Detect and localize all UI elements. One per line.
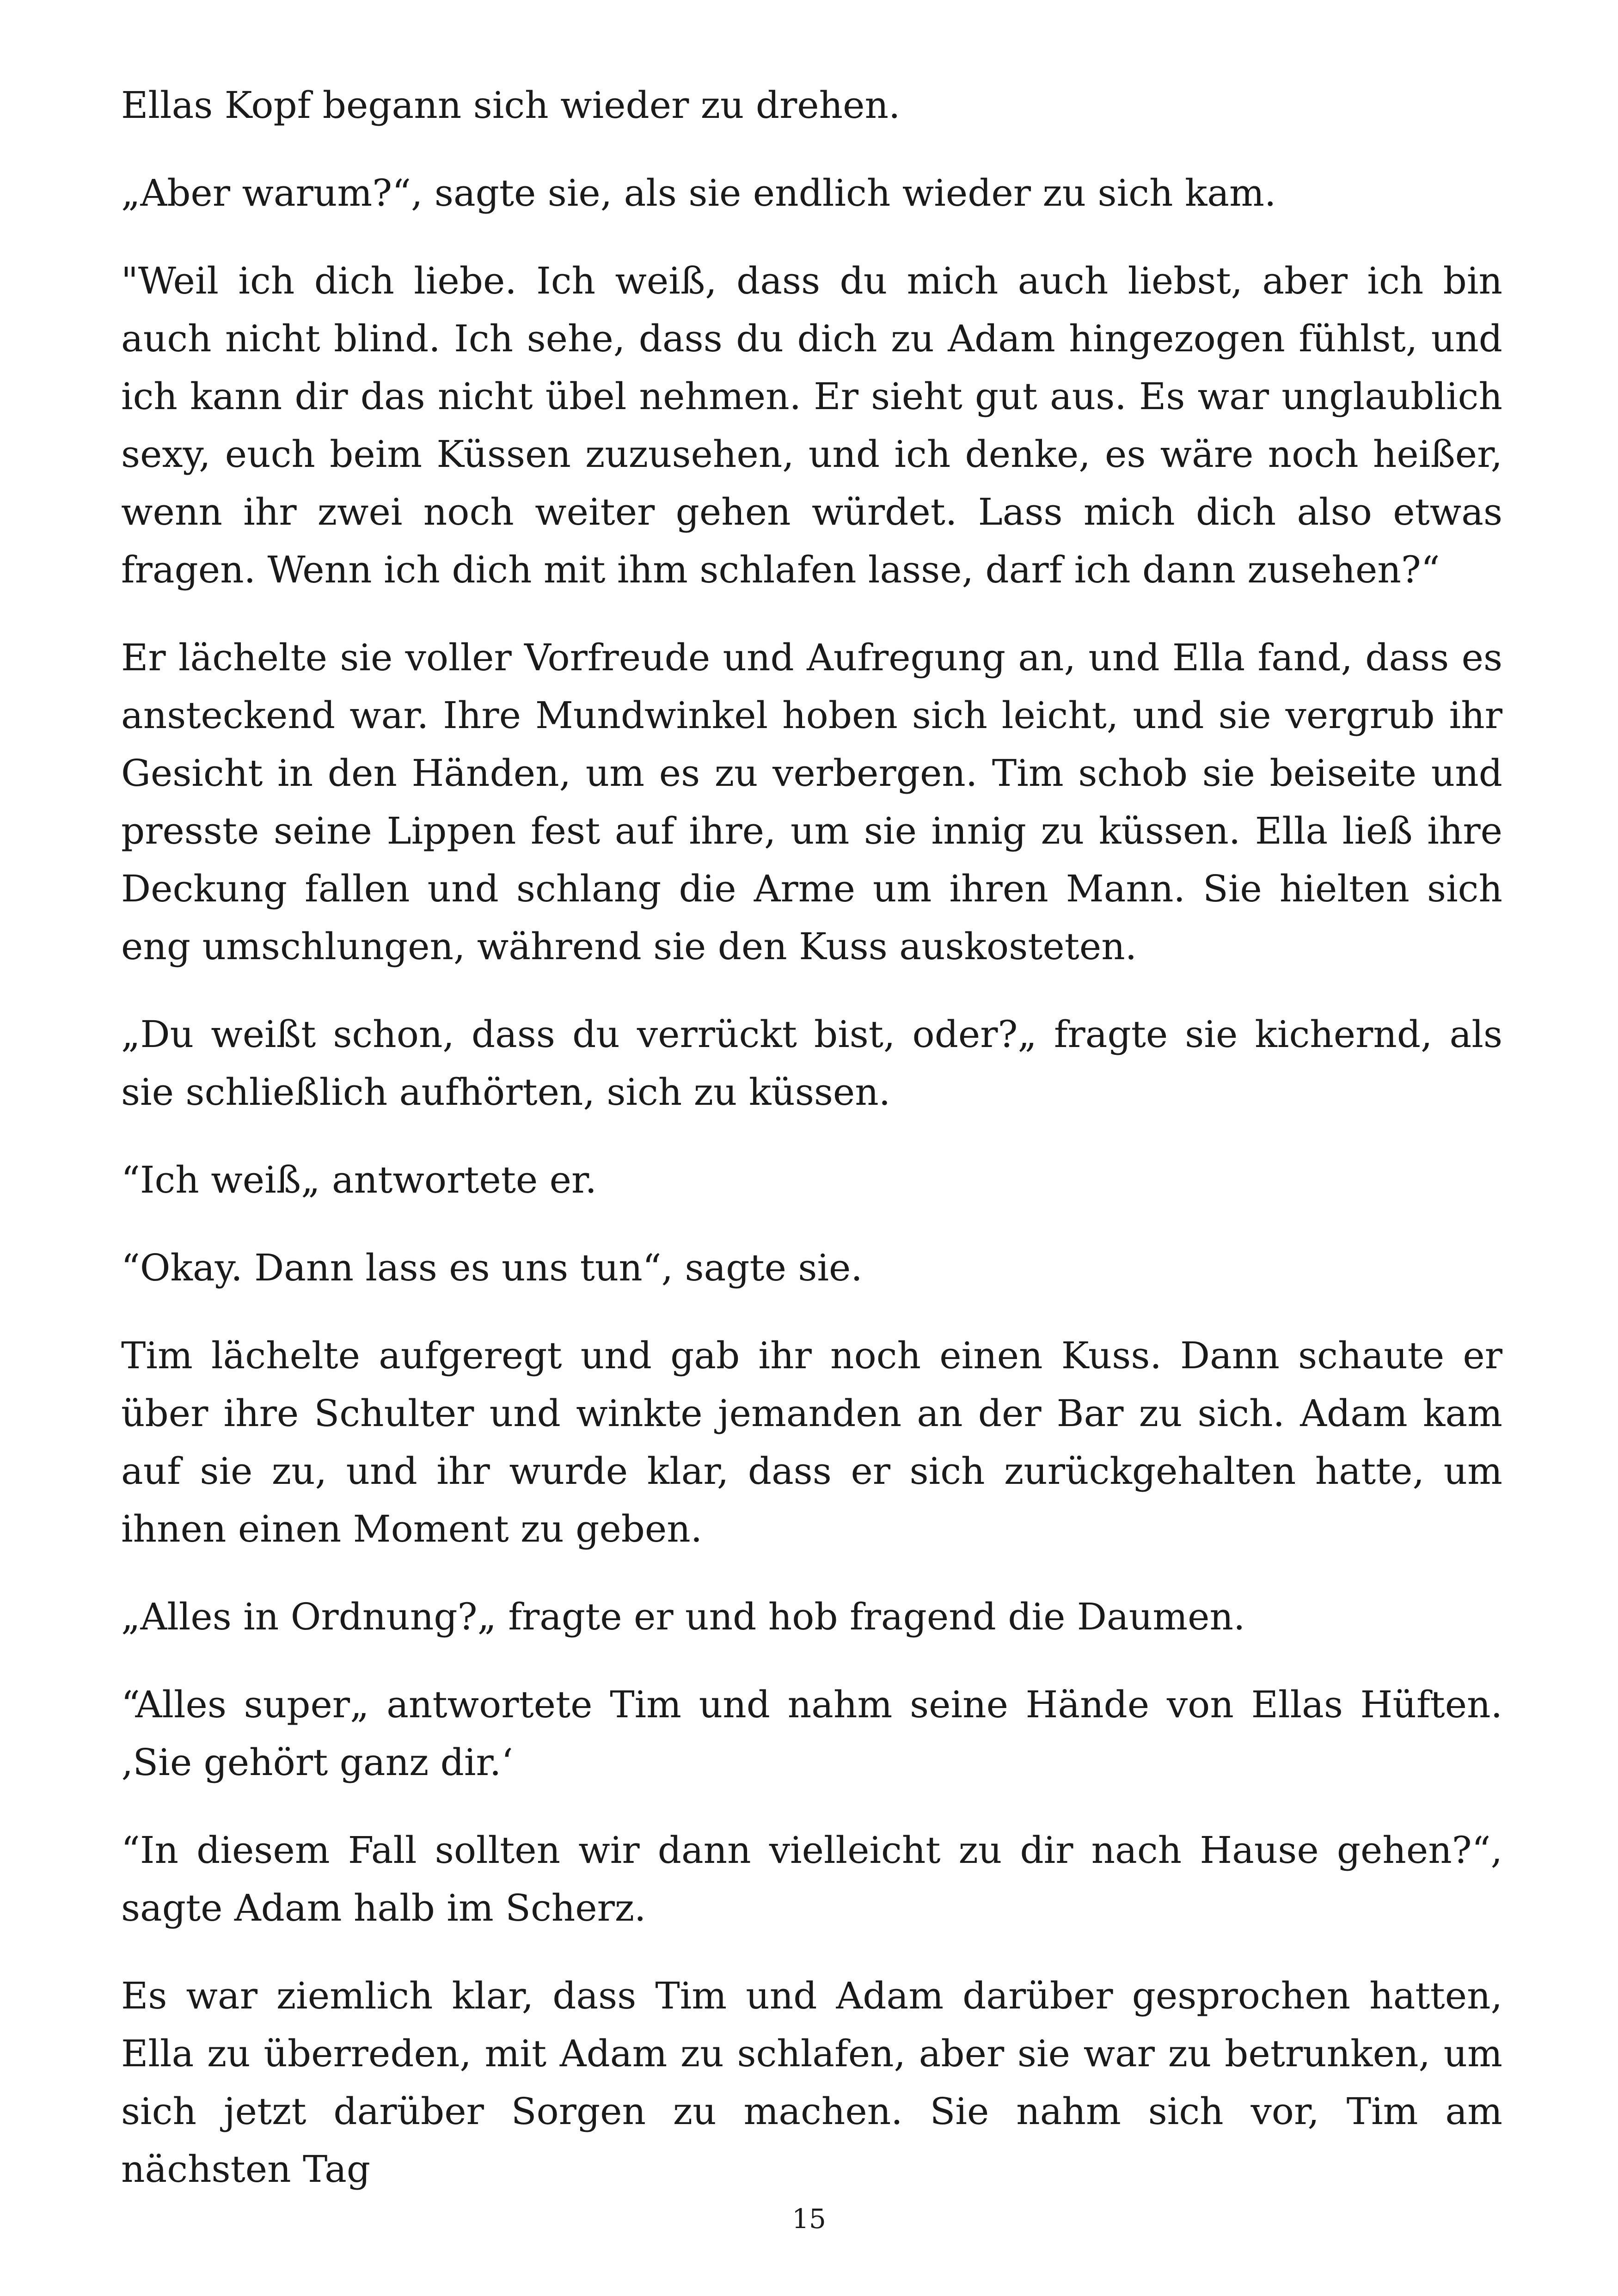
body-text <box>121 76 1502 2228</box>
paragraph: „Aber warum?“, sagte sie, als sie endlich wieder zu sich kam. <box>121 171 1276 214</box>
paragraph: “In diesem Fall sollten wir dann vielleicht zu dir nach Hause gehen?“, sagte Adam halb im Scherz. <box>121 1829 1502 1929</box>
page-number: 15 <box>792 2203 826 2235</box>
paragraph: “Ich weiß„ antwortete er. <box>121 1158 597 1201</box>
paragraph: Tim lächelte aufgeregt und gab ihr noch einen Kuss. Dann schaute er über ihre Schulter und winkte jemanden an der Bar zu sich. Adam kam auf sie zu, und ihr wurde klar, dass er sich zurückgehalten hatte, um ihnen einen Moment zu geben. <box>121 1334 1502 1550</box>
paragraph: "Weil ich dich liebe. Ich weiß, dass du mich auch liebst, aber ich bin auch nicht blind. Ich sehe, dass du dich zu Adam hingezogen fühlst, und ich kann dir das nicht übel nehmen. Er sieht gut aus. Es war unglaublich sexy, euch beim Küssen zuzusehen, und ich denke, es wäre noch heißer, wenn ihr zwei noch weiter gehen würdet. Lass mich dich also etwas fragen. Wenn ich dich mit ihm schlafen lasse, darf ich dann zusehen?“ <box>121 259 1502 591</box>
paragraph: “Alles super„ antwortete Tim und nahm seine Hände von Ellas Hüften. ‚Sie gehört ganz dir.‘ <box>121 1683 1502 1784</box>
paragraph: „Alles in Ordnung?„ fragte er und hob fragend die Daumen. <box>121 1595 1245 1638</box>
paragraph: “Okay. Dann lass es uns tun“, sagte sie. <box>121 1246 863 1289</box>
paragraph: Er lächelte sie voller Vorfreude und Aufregung an, und Ella fand, dass es ansteckend war. Ihre Mundwinkel hoben sich leicht, und sie vergrub ihr Gesicht in den Händen, um es zu verbergen. Tim schob sie beiseite und presste seine Lippen fest auf ihre, um sie innig zu küssen. Ella ließ ihre Deckung fallen und schlang die Arme um ihren Mann. Sie hielten sich eng umschlungen, während sie den Kuss auskosteten. <box>121 636 1502 968</box>
paragraph: Es war ziemlich klar, dass Tim und Adam darüber gesprochen hatten, Ella zu überreden, mit Adam zu schlafen, aber sie war zu betrunken, um sich jetzt darüber Sorgen zu machen. Sie nahm sich vor, Tim am nächsten Tag <box>121 1974 1502 2191</box>
paragraph: Ellas Kopf begann sich wieder zu drehen. <box>121 84 901 127</box>
paragraph: „Du weißt schon, dass du verrückt bist, oder?„ fragte sie kichernd, als sie schließlich aufhörten, sich zu küssen. <box>121 1013 1502 1114</box>
